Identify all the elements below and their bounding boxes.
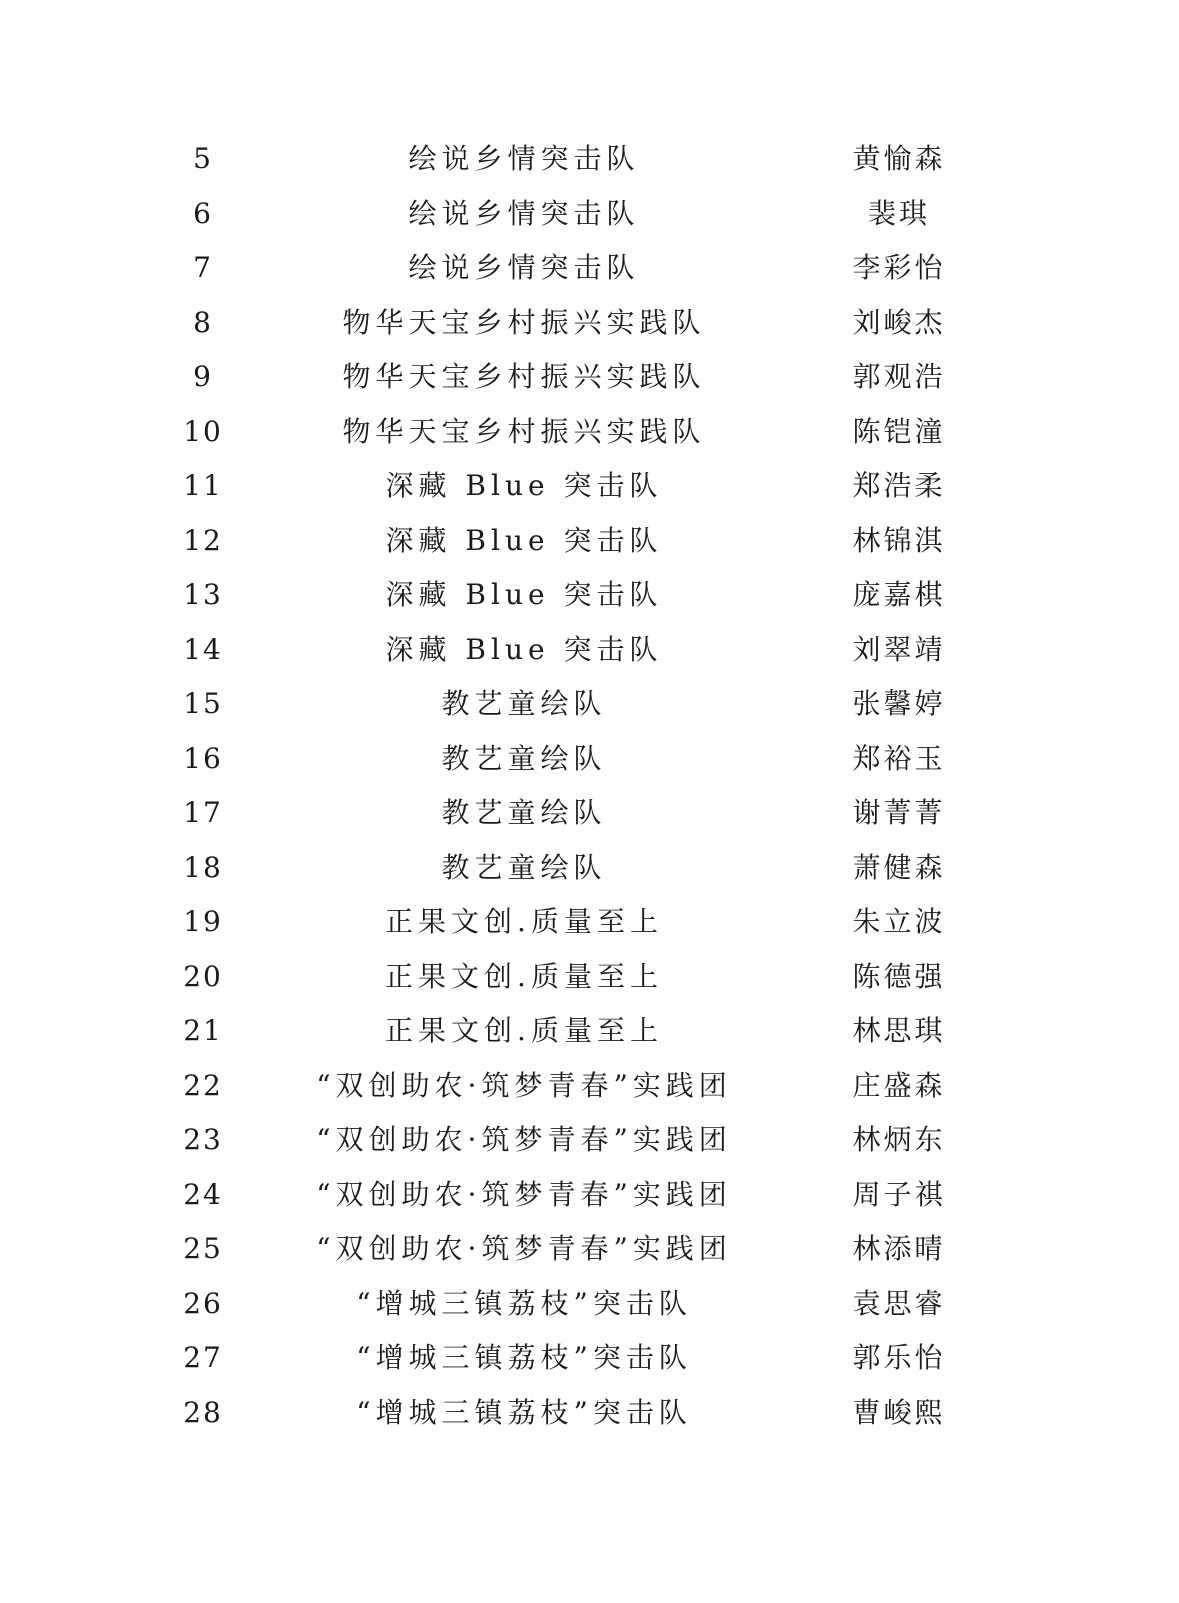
table-row: 27 “增城三镇荔枝”突击队 郭乐怡	[183, 1341, 946, 1374]
table-row: 19 正果文创.质量至上 朱立波	[183, 905, 946, 938]
table-row: 26 “增城三镇荔枝”突击队 袁思睿	[183, 1286, 946, 1320]
table-row: 5 绘说乡情突击队 黄愉森	[193, 142, 946, 175]
table-row: 21 正果文创.质量至上 林思琪	[183, 1014, 946, 1047]
table-row: 6 绘说乡情突击队 裴琪	[193, 196, 931, 230]
table-row: 18 教艺童绘队 萧健森	[183, 850, 946, 884]
table-row: 25 “双创助农·筑梦青春”实践团 林添晴	[183, 1232, 946, 1265]
table-row: 7 绘说乡情突击队 李彩怡	[193, 251, 946, 284]
table-row: 11 深藏 Blue 突击队 郑浩柔	[183, 469, 946, 502]
table-row: 23 “双创助农·筑梦青春”实践团 林炳东	[183, 1123, 946, 1156]
table-row: 9 物华天宝乡村振兴实践队 郭观浩	[193, 360, 946, 393]
table-row: 12 深藏 Blue 突击队 林锦淇	[183, 523, 946, 557]
table-row: 10 物华天宝乡村振兴实践队 陈铠潼	[183, 414, 946, 448]
table-row: 8 物华天宝乡村振兴实践队 刘峻杰	[193, 305, 946, 339]
table-row: 14 深藏 Blue 突击队 刘翠靖	[183, 632, 946, 666]
table-row: 28 “增城三镇荔枝”突击队 曹峻熙	[183, 1395, 946, 1429]
table-row: 16 教艺童绘队 郑裕玉	[183, 741, 946, 775]
table-row: 13 深藏 Blue 突击队 庞嘉棋	[183, 578, 946, 611]
table-row: 15 教艺童绘队 张馨婷	[183, 687, 946, 720]
table-row: 20 正果文创.质量至上 陈德强	[183, 959, 946, 993]
team-member-list	[0, 132, 1179, 1440]
table-row: 17 教艺童绘队 谢菁菁	[183, 796, 946, 829]
table-row: 22 “双创助农·筑梦青春”实践团 庄盛森	[183, 1068, 946, 1102]
table-row: 24 “双创助农·筑梦青春”实践团 周子祺	[183, 1177, 946, 1211]
